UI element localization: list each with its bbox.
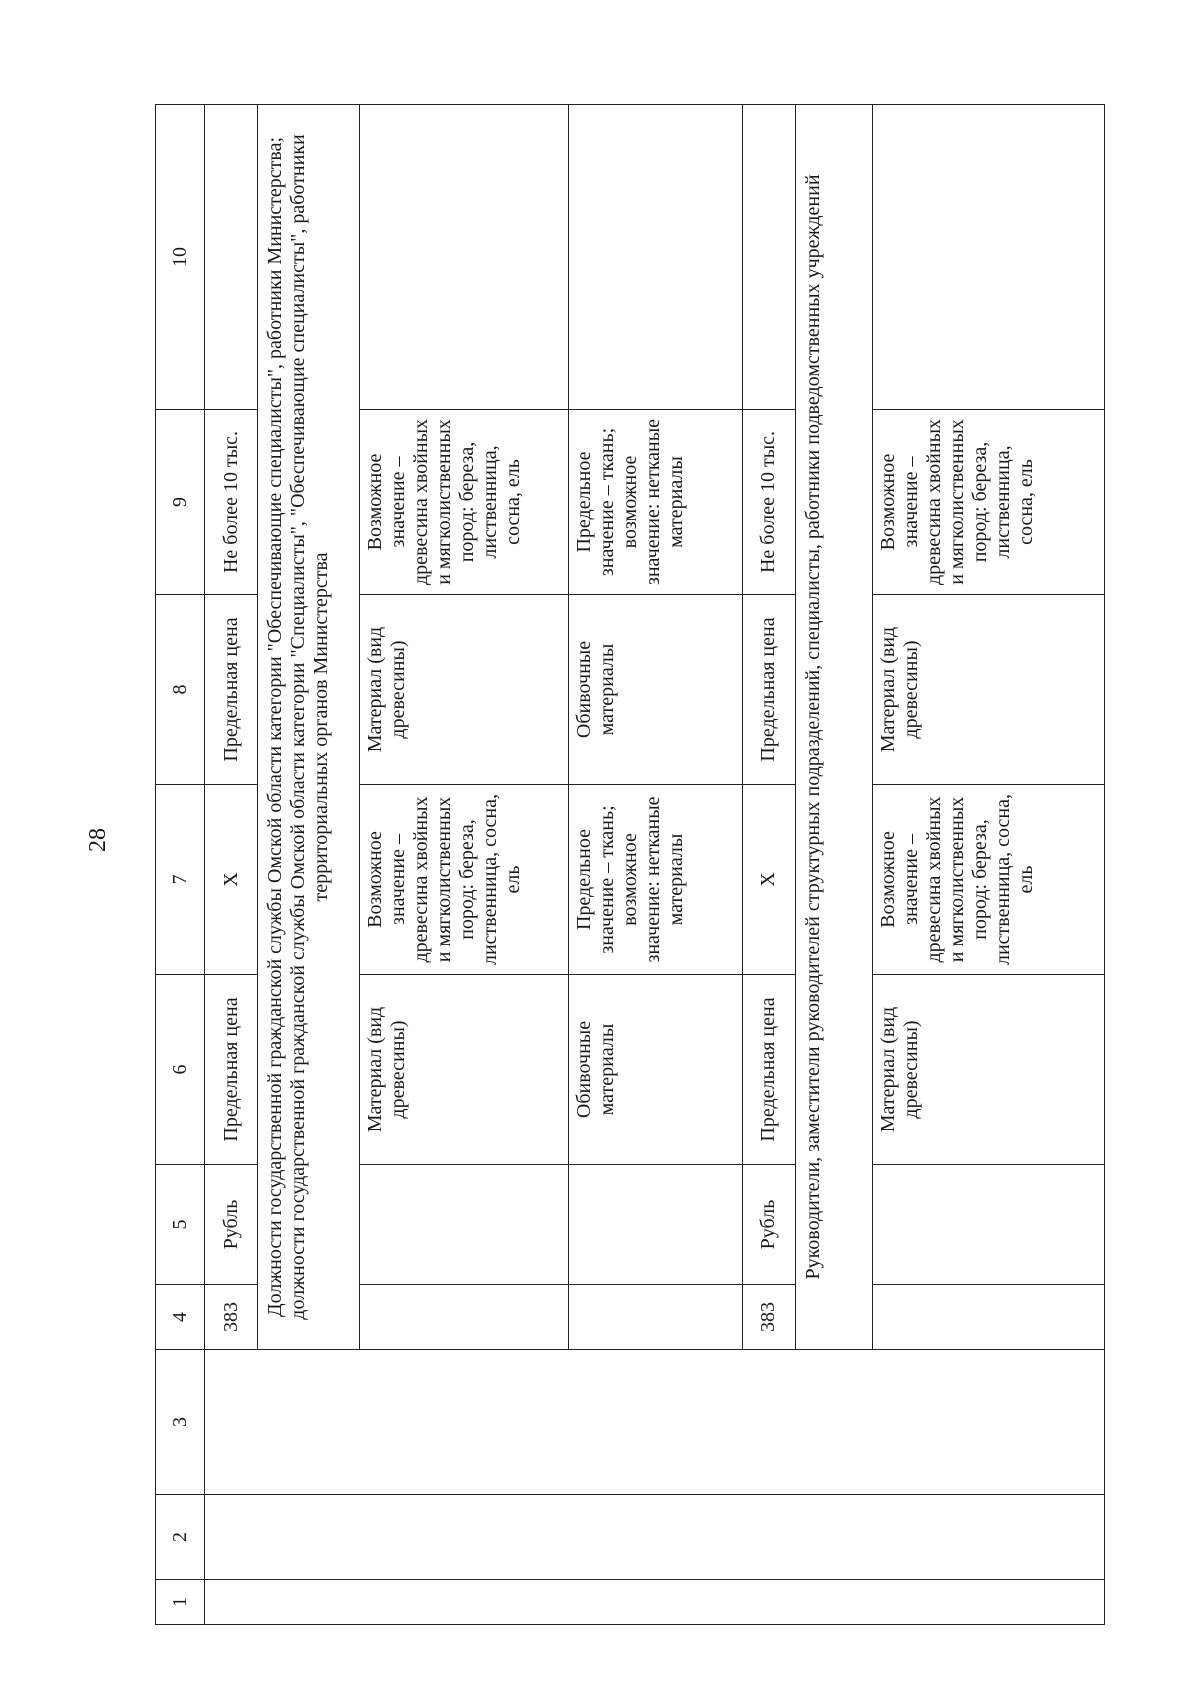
table-cell: [873, 1285, 1105, 1350]
table-cell: Не более 10 тыс.: [742, 410, 795, 595]
header-cell: 5: [156, 1165, 205, 1285]
table-cell: Возможное значение – древесина хвойных и мягколиственных пород: береза, лиственница, сосна, ель: [873, 785, 1105, 975]
table-cell: [742, 105, 795, 410]
table-cell: Предельная цена: [205, 975, 258, 1165]
table-cell: Материал (вид древесины): [359, 975, 569, 1165]
table-cell: Материал (вид древесины): [873, 975, 1105, 1165]
table-cell: [569, 1165, 743, 1285]
table-cell: Не более 10 тыс.: [205, 410, 258, 595]
table-cell: [873, 1165, 1105, 1285]
header-row: [156, 105, 205, 1625]
header-cell: 1: [156, 1580, 205, 1625]
header-cell: 3: [156, 1350, 205, 1495]
table-cell: Возможное значение – древесина хвойных и мягколиственных пород: береза, лиственница, сосна, ель: [873, 410, 1105, 595]
table-cell: [205, 1350, 1105, 1495]
table-cell: Предельная цена: [742, 975, 795, 1165]
header-cell: 6: [156, 975, 205, 1165]
table-cell: Предельная цена: [742, 595, 795, 785]
table-cell: [205, 1495, 1105, 1580]
header-cell: 10: [156, 105, 205, 410]
table-cell: [359, 1285, 569, 1350]
header-cell: 7: [156, 785, 205, 975]
okei-code-cell: 383: [742, 1285, 795, 1350]
section-heading: Должности государственной гражданской службы Омской области категории "Обеспечивающие специалисты", работники Министерства; должности государственной гражданской службы Омской области категории "Специалисты", "Обеспечивающие специалисты", работники территориальных органов Министерства: [258, 105, 359, 1350]
table-cell: [359, 105, 569, 410]
table-cell: Обивочные материалы: [569, 975, 743, 1165]
table-cell: [205, 105, 258, 410]
table-cell: [569, 1285, 743, 1350]
specification-table: [155, 104, 1105, 1625]
table-cell: [569, 105, 743, 410]
table-cell: Обивочные материалы: [569, 595, 743, 785]
table-cell: [873, 105, 1105, 410]
table-row: [205, 105, 258, 1625]
table-cell: Возможное значение – древесина хвойных и мягколиственных пород: береза, лиственница, сосна, ель: [359, 410, 569, 595]
header-cell: 8: [156, 595, 205, 785]
header-cell: 4: [156, 1285, 205, 1350]
table-cell: Предельная цена: [205, 595, 258, 785]
table-cell: [359, 1165, 569, 1285]
section-heading: Руководители, заместители руководителей структурных подразделений, специалисты, работники подведомственных учреждений: [795, 105, 872, 1350]
table-cell: Возможное значение – древесина хвойных и мягколиственных пород: береза, лиственница, сосна, ель: [359, 785, 569, 975]
table-cell: [205, 1580, 1105, 1625]
table-cell: Х: [742, 785, 795, 975]
header-cell: 2: [156, 1495, 205, 1580]
header-cell: 9: [156, 410, 205, 595]
table-cell: Предельное значение – ткань; возможное значение: нетканые материалы: [569, 785, 743, 975]
table-cell: Материал (вид древесины): [359, 595, 569, 785]
okei-code-cell: 383: [205, 1285, 258, 1350]
table-cell: Материал (вид древесины): [873, 595, 1105, 785]
page-number: 28: [85, 828, 111, 852]
table-cell: Х: [205, 785, 258, 975]
rotated-table-container: [155, 105, 1105, 1625]
unit-cell: Рубль: [205, 1165, 258, 1285]
unit-cell: Рубль: [742, 1165, 795, 1285]
table-cell: Предельное значение – ткань; возможное значение: нетканые материалы: [569, 410, 743, 595]
